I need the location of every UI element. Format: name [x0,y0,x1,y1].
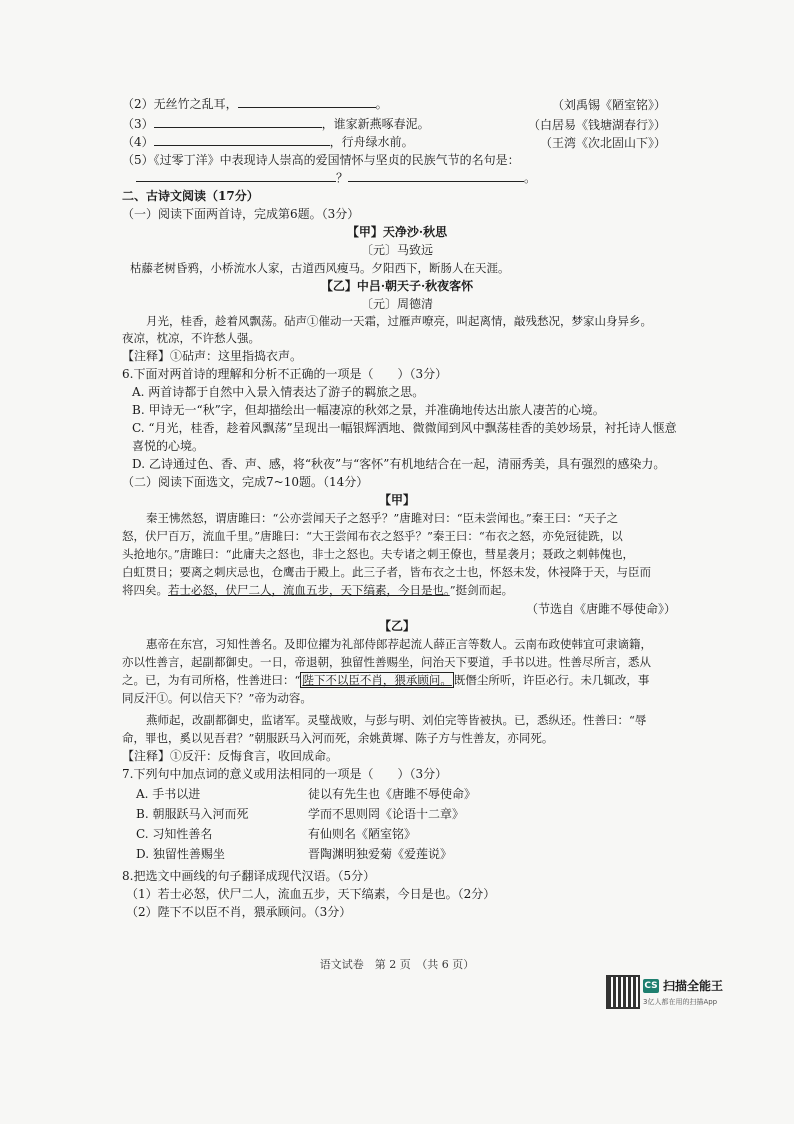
q3-num: （3） [122,117,154,131]
fill-q4 [122,134,414,150]
poem-b-title: 【乙】中吕·朝天子·秋夜客怀 [320,279,474,293]
fill-q5: （5）《过零丁洋》中表现诗人崇高的爱国情怀与坚贞的民族气节的名句是： [122,153,520,167]
poem-a-author: 〔元〕马致远 [360,243,433,257]
q7-c-left: C. 习知性善名 [136,827,213,841]
q5-mid: ？ [336,171,349,185]
jia-line-5-end: ”挺剑而起。 [449,583,514,597]
passage-jia-label: 【甲】 [378,493,415,507]
q7-b-right: 学而不思则罔《论语十二章》 [308,807,465,821]
jia-source: （节选自《唐雎不辱使命》） [525,602,676,616]
jia-line-4: 白虹贯日；要离之刺庆忌也，仓鹰击于殿上。此三子者，皆布衣之士也，怀怒未发，休祲降于天，与臣而 [122,565,651,579]
q2-blank [238,96,376,108]
part1-instruction: （一）阅读下面两首诗，完成第6题。（3分） [122,207,360,221]
note-1: 【注释】①砧声：这里指捣衣声。 [122,349,303,363]
q5-blank-2 [348,170,524,182]
yi-line-1: 惠帝在东宫，习知性善名。及即位擢为礼部侍郎荐起流人薛正言等数人。云南布政使韩宜可隶谪籍， [146,637,652,651]
poem-b-author: 〔元〕周德清 [360,297,433,311]
jia-line-5-start: 将四矣。 [122,583,168,597]
poem-a-text: 枯藤老树昏鸦，小桥流水人家，古道西风瘦马。夕阳西下，断肠人在天涯。 [130,261,510,275]
fill-q3 [122,116,430,132]
q4-source: （王湾《次北固山下》） [539,136,666,150]
q4-num: （4） [122,135,154,149]
note-2: 【注释】①反汗：反悔食言，收回成命。 [122,749,339,763]
scanner-tagline: 3亿人都在用的扫描App [643,998,718,1006]
q8: 8.把选文中画线的句子翻译成现代汉语。（5分） [122,869,376,883]
scanner-logo: CS [644,981,658,991]
yi-line-4: 同反汗①。何以信天下？”帝为动容。 [122,691,312,705]
q7-option-d [136,846,656,862]
q8-part-1: （1）若士必怒，伏尸二人，流血五步，天下缟素，今日是也。（2分） [126,887,496,901]
fill-q2 [122,96,388,112]
fill-q5-answer [136,170,536,186]
q7-a-left: A. 手书以进 [136,787,201,801]
yi-line-2: 亦以性善言，起副都御史。一日，帝退朝，独留性善赐坐，问治天下要道，手书以进。性善尽所言，悉从 [122,655,651,669]
q7-a-right: 徒以有先生也《唐雎不辱使命》 [308,787,477,801]
q7-option-b [136,806,656,822]
q6: 6.下面对两首诗的理解和分析不正确的一项是（ ）（3分） [122,367,448,381]
q7-d-left: D. 独留性善赐坐 [136,847,225,861]
q6-option-a: A. 两首诗都于自然中入景入情表达了游子的羁旅之思。 [132,385,425,399]
q3-source: （白居易《钱塘湖春行》） [527,118,666,132]
q2-source: （刘禹锡《陋室铭》） [551,98,666,112]
yi-line-5: 燕师起，改副都御史，监诸军。灵璧战败，与彭与明、刘伯完等皆被执。已，悉纵还。性善曰：“辱 [146,713,647,727]
yi-line-6: 命，罪也，奚以见吾君？”朝服跃马入河而死，余姚黄墀、陈子方与性善友，亦同死。 [122,731,554,745]
jia-line-3: 头抢地尔。”唐雎曰：“此庸夫之怒也，非士之怒也。夫专诸之刺王僚也，彗星袭月；聂政之刺韩傀也， [122,547,635,561]
q8-part-2: （2）陛下不以臣不肖，猥承顾问。（3分） [126,905,352,919]
q2-end: 。 [375,97,388,111]
q4-blank [154,134,330,146]
jia-line-2: 怒，伏尸百万，流血千里。”唐雎曰：“大王尝闻布衣之怒乎？”秦王曰：“布衣之怒，亦免冠徒跣，以 [122,529,623,543]
q3-text: ，谁家新燕啄春泥。 [321,117,430,131]
q6-option-b: B. 甲诗无一“秋”字，但却描绘出一幅凄凉的秋郊之景，并准确地传达出旅人凄苦的心境。 [132,403,605,417]
q2-text: 无丝竹之乱耳， [153,97,238,111]
section-title: 二、古诗文阅读（17分） [122,189,259,203]
yi-underlined-sentence: 陛下不以臣不肖，猥承顾问。 [302,673,452,687]
poem-b-line2: 夜凉，枕凉，不许愁人强。 [122,331,260,345]
q7: 7.下列句中加点词的意义或用法相同的一项是（ ）（3分） [122,767,448,781]
q4-text: ，行舟绿水前。 [329,135,414,149]
q7-option-a [136,786,656,802]
part2-instruction: （二）阅读下面选文，完成7~10题。（14分） [122,475,369,489]
passage-yi-label: 【乙】 [378,619,415,633]
q7-c-right: 有仙则名《陋室铭》 [308,827,417,841]
q2-num: （2） [122,97,154,111]
page-footer: 语文试卷 第 2 页 （共 6 页） [319,958,475,971]
q7-option-c [136,826,656,842]
poem-a-title: 【甲】天净沙·秋思 [346,225,448,239]
q6-option-d: D. 乙诗通过色、香、声、感，将“秋夜”与“客怀”有机地结合在一起，清丽秀美，具有强烈的感染力。 [132,457,666,471]
q5-end: 。 [524,171,537,185]
qr-code-icon [606,975,640,1009]
yi-line-3-end: 既僭尘所听，许臣必行。未几辄改，事 [453,673,650,687]
jia-underlined-sentence: 若士必怒，伏尸二人，流血五步，天下缟素，今日是也。 [168,583,450,597]
poem-b-line1: 月光，桂香，趁着风飘荡。砧声①催动一天霜，过雁声嘹亮，叫起离情，敲残愁况，梦家山身异乡。 [146,314,652,328]
jia-line-1: 秦王怫然怒，谓唐雎曰：“公亦尝闻天子之怒乎？”唐雎对曰：“臣未尝闻也。”秦王曰：“天子之 [146,511,619,525]
yi-line-3 [122,672,649,688]
yi-line-3-start: 之。已，为有司所格，性善进曰：“ [122,673,301,687]
q3-blank [154,116,322,128]
scanner-app-name: 扫描全能王 [663,979,724,993]
jia-line-5 [122,582,513,598]
q5-blank-1 [136,170,336,182]
q7-d-right: 晋陶渊明独爱菊《爱莲说》 [308,847,453,861]
q6-option-c: C. “月光，桂香，趁着风飘荡”呈现出一幅银辉洒地、微微闻到风中飘荡桂香的美妙场景，衬托诗人惬意 [132,421,677,435]
q6-option-c-cont: 喜悦的心境。 [132,439,205,453]
q7-b-left: B. 朝服跃马入河而死 [136,807,249,821]
